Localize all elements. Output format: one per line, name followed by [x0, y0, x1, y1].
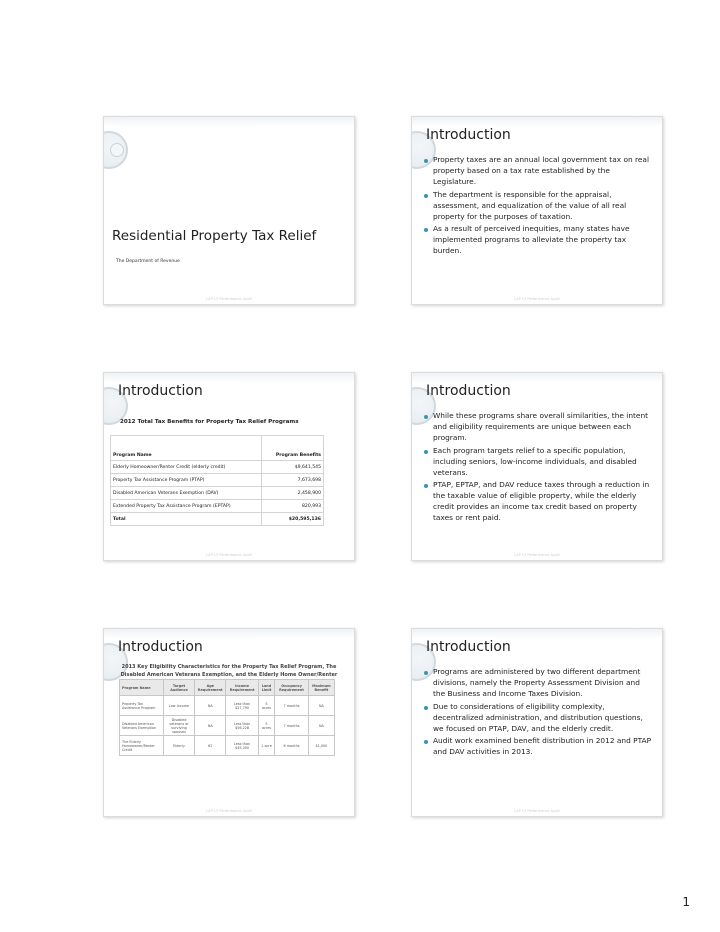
- slide-header-band: [104, 117, 354, 127]
- bullet-dot-icon: [424, 484, 428, 488]
- program-name-cell: Elderly Homeowner/Renter Credit (elderly credit): [111, 461, 262, 474]
- slide-subtitle: The Department of Revenue: [116, 259, 180, 264]
- bullet-list: [424, 411, 652, 526]
- table-cell: 5 acres: [258, 716, 274, 736]
- bullet-item: While these programs share overall similarities, the intent and eligibility requirements are unique between each program.: [424, 411, 652, 444]
- slide-4: [411, 372, 663, 561]
- bullet-dot-icon: [424, 159, 428, 163]
- header-cell: Age Requirement: [195, 680, 226, 696]
- table-cell: 6 months: [275, 736, 309, 756]
- slide-6: [411, 628, 663, 817]
- table-cell: NA: [308, 696, 334, 716]
- program-name-cell: Disabled American Veterans Exemption (DAV): [111, 487, 262, 500]
- slide-title: Introduction: [426, 639, 511, 655]
- table-cell: Elderly: [163, 736, 194, 756]
- header-cell: Land Limit: [258, 680, 274, 696]
- benefit-cell: 7,673,698: [262, 474, 324, 487]
- table-header-row: [111, 436, 324, 461]
- eligibility-table-title: 2013 Key Eligibility Characteristics for the Property Tax Relief Program, The Disabled American Veterans Exemption, and the Elderly Home Owner/Renter: [120, 664, 338, 678]
- bullet-dot-icon: [424, 228, 428, 232]
- slide-footer: LAP 13 Performance Audit: [514, 809, 560, 813]
- benefit-cell: $9,641,545: [262, 461, 324, 474]
- bullet-item: Each program targets relief to a specific population, including seniors, low-income individuals, and disabled veterans.: [424, 446, 652, 479]
- header-cell: Program Benefits: [262, 436, 324, 461]
- bullet-list: [424, 155, 652, 259]
- table-cell: 1 acre: [258, 736, 274, 756]
- slide-footer: LAP 13 Performance Audit: [206, 297, 252, 301]
- slide-title: Introduction: [118, 383, 203, 399]
- slide-title: Introduction: [426, 127, 511, 143]
- benefits-table: [110, 435, 324, 526]
- benefit-cell: 2,458,900: [262, 487, 324, 500]
- slide-title: Introduction: [118, 639, 203, 655]
- slide-1: [103, 116, 355, 305]
- bullet-list: [424, 667, 652, 760]
- table-cell: NA: [308, 716, 334, 736]
- bullet-dot-icon: [424, 740, 428, 744]
- program-name-cell: Extended Property Tax Assistance Program (EPTAP): [111, 500, 262, 513]
- table-row: [111, 461, 324, 474]
- bullet-dot-icon: [424, 671, 428, 675]
- slide-header-band: [412, 629, 662, 639]
- slide-footer: LAP 13 Performance Audit: [206, 809, 252, 813]
- benefit-cell: 820,993: [262, 500, 324, 513]
- header-cell: Maximum Benefit: [308, 680, 334, 696]
- bullet-dot-icon: [424, 450, 428, 454]
- table-cell: Less than $56,228: [226, 716, 258, 736]
- slide-footer: LAP 13 Performance Audit: [514, 553, 560, 557]
- header-cell: Program Name: [111, 436, 262, 461]
- header-cell: Income Requirement: [226, 680, 258, 696]
- table-cell: 7 months: [275, 716, 309, 736]
- slide-2: [411, 116, 663, 305]
- header-cell: Program Name: [120, 680, 164, 696]
- header-cell: Occupancy Requirement: [275, 680, 309, 696]
- total-value-cell: $20,595,136: [262, 513, 324, 526]
- slide-header-band: [104, 629, 354, 639]
- table-cell: Less than $27,790: [226, 696, 258, 716]
- eligibility-table: [119, 679, 335, 756]
- table-cell: 62: [195, 736, 226, 756]
- slide-title: Residential Property Tax Relief: [112, 228, 317, 244]
- bullet-dot-icon: [424, 194, 428, 198]
- bullet-dot-icon: [424, 706, 428, 710]
- table-cell: Less than $45,000: [226, 736, 258, 756]
- bullet-item: Property taxes are an annual local government tax on real property based on a tax rate established by the Legislature.: [424, 155, 652, 188]
- table-cell: $1,000: [308, 736, 334, 756]
- slide-title: Introduction: [426, 383, 511, 399]
- table-row: [111, 474, 324, 487]
- bullet-item: The department is responsible for the appraisal, assessment, and equalization of the value of all real property for the purposes of taxation.: [424, 190, 652, 223]
- table-cell: Low Income: [163, 696, 194, 716]
- bullet-item: Audit work examined benefit distribution in 2012 and PTAP and DAV activities in 2013.: [424, 736, 652, 758]
- total-label-cell: Total: [111, 513, 262, 526]
- slide-3: [103, 372, 355, 561]
- bullet-item: Due to considerations of eligibility complexity, decentralized administration, and distribution questions, we focused on PTAP, DAV, and the elderly credit.: [424, 702, 652, 735]
- table-cell: Disabled veterans or surviving spouses: [163, 716, 194, 736]
- table-row: [120, 716, 335, 736]
- table-row: [111, 487, 324, 500]
- slide-header-band: [412, 117, 662, 127]
- bullet-item: PTAP, EPTAP, and DAV reduce taxes through a reduction in the taxable value of eligible property, while the elderly credit provides an income tax credit based on property taxes or rent paid.: [424, 480, 652, 524]
- table-cell: Disabled American Veterans Exemption: [120, 716, 164, 736]
- table-header-row: [120, 680, 335, 696]
- table-cell: The Elderly Homeowner/Renter Credit: [120, 736, 164, 756]
- table-cell: Property Tax Assistance Program: [120, 696, 164, 716]
- swirl-decoration-small: [110, 143, 124, 157]
- table-cell: 7 months: [275, 696, 309, 716]
- slide-footer: LAP 13 Performance Audit: [514, 297, 560, 301]
- slide-5: [103, 628, 355, 817]
- header-cell: Target Audience: [163, 680, 194, 696]
- table-title: 2012 Total Tax Benefits for Property Tax Relief Programs: [120, 419, 299, 425]
- table-cell: NA: [195, 716, 226, 736]
- page-number: 1: [682, 895, 690, 909]
- table-row: [120, 696, 335, 716]
- bullet-dot-icon: [424, 415, 428, 419]
- slide-footer: LAP 13 Performance Audit: [206, 553, 252, 557]
- table-cell: NA: [195, 696, 226, 716]
- bullet-item: As a result of perceived inequities, many states have implemented programs to alleviate the property tax burden.: [424, 224, 652, 257]
- bullet-item: Programs are administered by two different department divisions, namely the Property Assessment Division and the Business and Income Taxes Division.: [424, 667, 652, 700]
- table-cell: 5 acres: [258, 696, 274, 716]
- table-row: [120, 736, 335, 756]
- table-row: [111, 500, 324, 513]
- table-total-row: [111, 513, 324, 526]
- program-name-cell: Property Tax Assistance Program (PTAP): [111, 474, 262, 487]
- slide-header-band: [412, 373, 662, 383]
- slide-header-band: [104, 373, 354, 383]
